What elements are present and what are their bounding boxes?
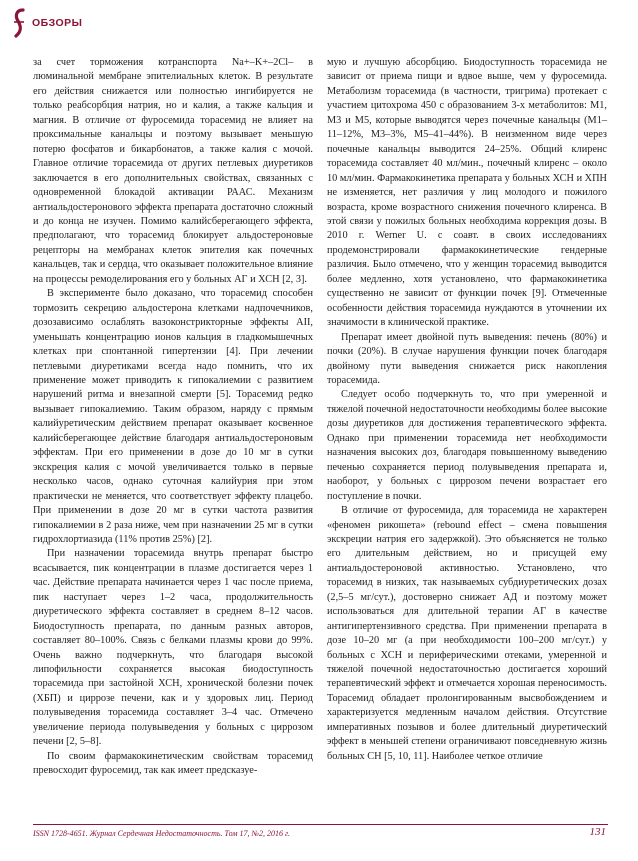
left-paragraph: По своим фармакокинетическим свойствам торасемид превосходит фуросемид, так как имеет предсказуе-	[33, 750, 313, 777]
left-paragraph: При назначении торасемида внутрь препарат быстро всасывается, пик концентрации в плазме достигается через 1 час. Действие препарата начинается через 1 час после приема, пик наступает через 1–2 часа, продолжительность диуретического эффекта составляет в среднем 8–12 часов. Биодоступность препарата, по данным разных авторов, составляет 80–100%. Связь с белками плазмы крови до 99%. Очень важно подчеркнуть, что благодаря высокой липофильности сохраняется высокая биодоступность торасемида при застойной ХСН, хронической болезни почек (ХБП) и циррозе печени, как и у здоровых лиц. Период полувыведения торасемида составляет 3–4 час. Отмечено увеличение периода полувыведения у больных с циррозом печени [2, 5–8].	[33, 548, 313, 748]
right-paragraph: В отличие от фуросемида, для торасемида не характерен «феномен рикошета» (rebound effect – смена повышения экскреции натрия его задержкой). Это объясняется не только его длительным действием, но и присущей ему антиальдостероновой активностью. Установлено, что торасемид в низких, так называемых субдиуретических дозах (2,5–5 мг/сут.), достоверно снижает АД и поэтому может использоваться для длительной терапии АГ в качестве антигипертензивного средства. При применении препарата в дозе 10–20 мг (а при необходимости 100–200 мг/сут.) у больных с ХСН и периферическими отеками, умеренной и тяжелой почечной недостаточностью достигается хороший терапевтический эффект и отмечается хорошая переносимость. Торасемид обладает пролонгированным высвобождением и характеризуется медленным началом действия. Отсутствие императивных позывов и более длительный диуретический эффект в меньшей степени ограничивают повседневную жизнь больных СН [5, 10, 11]. Наиболее четкое отличие	[327, 505, 607, 762]
left-column	[33, 56, 313, 779]
page-number: 131	[589, 826, 606, 838]
right-paragraph: мую и лучшую абсорбцию. Биодоступность торасемида не зависит от приема пищи и вдвое выше, чем у фуросемида. Метаболизм торасемида (в частности, тригрима) протекает с участием цитохрома 450 с образованием 3-х метаболитов: М1, М3 и М5, которые выводятся через почечные канальцы (М1–11–12%, М3–3%, М5–41–44%). В неизменном виде через почечные канальцы выводится 24–25%. Общий клиренс торасемида составляет 40 мл/мин., почечный клиренс – около 10 мл/мин. Фармакокинетика препарата у больных ХСН и ХПН не изменяется, нет различия у лиц молодого и пожилого возраста, кроме возрастного снижения почечного клиренса. В этой связи у пожилых больных необходима коррекция дозы. В 2010 г. Werner U. с соавт. в своих исследованиях продемонстрировали фармакокинетические гендерные различия. Было отмечено, что у женщин торасемид выводится более медленно, хотя установлено, что фармакокинетика существенно не зависит от функции почек [9]. Отмеченные особенности действия торасемида нуждаются в уточнении их значимости в клинической практике.	[327, 57, 607, 329]
right-paragraph: Следует особо подчеркнуть то, что при умеренной и тяжелой почечной недостаточности необходимы более высокие дозы диуретиков для достижения терапевтического эффекта. Однако при применении торасемида нет необходимости назначения высоких доз, благодаря повышенному выведению печенью сохраняется период полувыведения препарата и, наоборот, у больных с циррозом печени возрастает его поступление в почки.	[327, 389, 607, 502]
page-header	[10, 8, 82, 38]
left-paragraph: В эксперименте было доказано, что торасемид способен тормозить секрецию альдостерона клетками надпочечников, дозозависимо ослаблять вазоконстрикторные эффекты АII, уменьшать концентрацию ионов кальция в гладкомышечных клетках при спонтанной гипертензии [4]. При лечении петлевыми диуретиками всегда надо помнить, что их применение может приводить к гипокалиемии с развитием нарушений ритма и внезапной смерти [5]. Торасемид редко вызывает гипокалиемию. Таким образом, наряду с прямым калийуретическим действием препарат оказывает косвенное калийсберегающее действие благодаря антиальдостероновым эффектам. При его применении в дозе до 10 мг в сутки экскреция калия с мочой увеличивается только в первые несколько часов, однако суточная калийурия при этом практически не меняется, что соответствует эффекту плацебо. При применении в дозе 20 мг в сутки частота развития гипокалиемии в 2 раза ниже, чем при назначении 25 мг в сутки гидрохлортиазида (11% против 25%) [2].	[33, 288, 313, 545]
right-column	[327, 56, 607, 764]
right-paragraph: Препарат имеет двойной путь выведения: печень (80%) и почки (20%). В случае нарушения функции почек благодаря двойному пути выведения снижается риск накопления торасемида.	[327, 331, 607, 386]
journal-citation: ISSN 1728-4651. Журнал Сердечная Недостаточность. Том 17, №2, 2016 г.	[33, 829, 291, 838]
section-title: ОБЗОРЫ	[32, 17, 83, 29]
section-logo-icon	[10, 8, 28, 38]
footer-divider	[33, 824, 608, 825]
left-paragraph: за счет торможения котранспорта Na+–K+–2Cl– в люминальной мембране эпителиальных клеток. В результате его действия снижается или полностью ингибируется не только реабсорбция натрия, но и калия, а также кальция и магния. В отличие от фуросемида торасемид не влияет на проксимальные канальцы и поэтому вызывает меньшую потерю фосфатов и бикарбонатов, а также калия с мочой. Главное отличие торасемида от других петлевых диуретиков заключается в его дополнительных свойствах, связанных с одновременной блокадой активации РААС. Механизм антиальдостеронового эффекта препарата достаточно сложный и до конца не изучен. Помимо калийсберегающего эффекта, предполагают, что торасемид блокирует альдостероновые рецепторы на мембранах клеток эпителия как почечных канальцев, так и сердца, что оказывает положительное влияние на процессы ремоделирования его у больных АГ и ХСН [2, 3].	[33, 57, 313, 285]
